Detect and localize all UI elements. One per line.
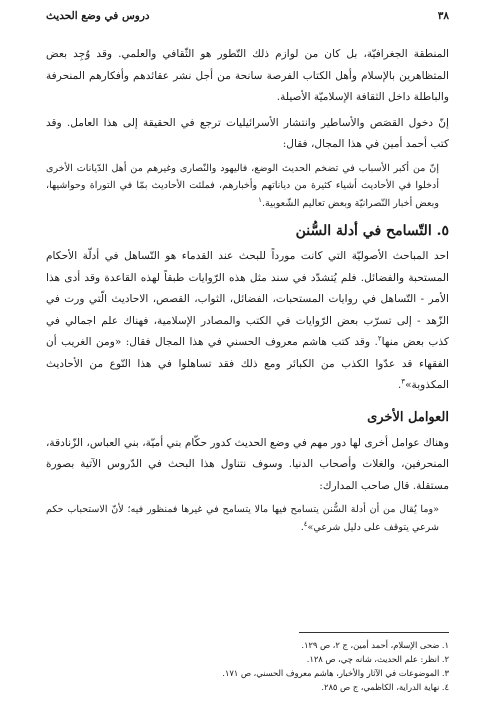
footnote-divider <box>299 632 449 633</box>
section-5-paragraph <box>46 246 449 397</box>
footnote-1: ١. ضحى الإسلام، أحمد أمين، ج ٢، ص ١٢٩. <box>301 640 449 650</box>
footnote-ref-3: ٣ <box>401 377 406 386</box>
madarik-quote-text: «وما يُقال من أن أدلة السُّنن يتسامح فيها مالا يتسامح في غيرها فمنظور فيه؛ لأنّ الاستحباب حكم شرعي يتوقف على دليل شرعي» <box>46 504 439 533</box>
intro-paragraph-2: إنّ دخول القصَص والأساطير وانتشار الأسرائيليات ترجع في الحقيقة إلى هذا العامل. وقد كتب أحمد أمين في هذا المجال، فقال: <box>46 116 449 150</box>
section-5-heading: ٥. التّسامح في أدلة السُّنن <box>295 223 449 239</box>
madarik-quote <box>46 501 439 536</box>
body-text <box>46 44 449 536</box>
section-5-text-a: احد المباحث الأصوليّة التي كانت مورداً للبحث عند القدماء هو التّساهل في أدلّة الأحكام المستحبة والفضائل. فلم يُتشدّد في سند مثل هذه الرّوايات طبقاً لهذه القاعدة وقد أدى هذا الأمر - التّساهل في روايات المستحبات، الفضائل، الثواب، القصص، الاحاديث الّتي ورت في الزّهد - إلى تسرّب بعض الرّوايات في الكتب والمصادر الإسلامية، فهناك علم اجمالي في كذب بعض منها <box>46 250 449 348</box>
running-header <box>46 10 449 32</box>
ahmad-amin-quote <box>46 160 439 213</box>
footnote-2: ٢. انظر: علم الحديث، شانه چي، ص ١٢٨. <box>306 654 449 664</box>
footnote-3: ٣. الموضوعات في الآثار والأخبار، هاشم معروف الحسني، ص ١٧١. <box>222 668 449 678</box>
other-factors-paragraph: وهناك عوامل أخرى لها دور مهم في وضع الحديث كدور حكّام بني أميّة، بني العباس، الزّنادقة، المنحرفين، والغلات وأصحاب الدنيا. وسوف نتناول هذا البحث في الدّروس الآتية بصورة مستقلة. قال صاحب المدارك: <box>46 436 449 492</box>
quote-text: إنّ من أكبر الأسباب في تضخم الحديث الوضع، فاليهود والنّصارى وغيرهم من أهل الدّيانات الأخرى أدخلوا في الأحاديث أشياء كثيرة من دياناتهم وأخبارهم، فملئت الأحاديث بمّا في التوراة وحواشيها، وبعض أخبار النّصرانيّة وبعض تعاليم الشّعوبية. <box>46 162 439 209</box>
footnote-ref-4: ٤ <box>303 519 308 528</box>
section-5-text-end: . <box>397 379 402 391</box>
other-factors-heading: العوامل الأخرى <box>367 409 449 425</box>
footnote-4: ٤. نهاية الدراية، الكاظمي، ج ص ٢٨٥. <box>321 682 449 692</box>
intro-paragraph-1: المنطقة الجغرافيّة، بل كان من لوازم ذلك التّطور هو الثّقافي والعلمي. وقد وُجِد بعض المتظاهرين بالإسلام وأهل الكتاب الفرصة سانحة من أجل نشر عقائدهم وأفكارهم المنحرفة والباطلة داخل الثقافة الإسلاميّة الأصيلة. <box>46 48 449 103</box>
madarik-quote-end: . <box>300 521 304 533</box>
footnote-ref-1: ١ <box>258 195 262 204</box>
footnote-ref-2: ٢ <box>377 334 382 343</box>
section-5-text-b: . وقد كتب هاشم معروف الحسني في هذا المجال فقال: «ومن الغريب أن الفقهاء قد عدّوا الكذب من الكبائر ومع ذلك فقد تساهلوا في هذا النّوع من الأحاديث المكذوبة» <box>46 336 449 391</box>
footnotes <box>46 638 449 694</box>
page-number: ٣٨ <box>437 10 449 22</box>
running-title: دروس في وضع الحديث <box>46 10 150 22</box>
